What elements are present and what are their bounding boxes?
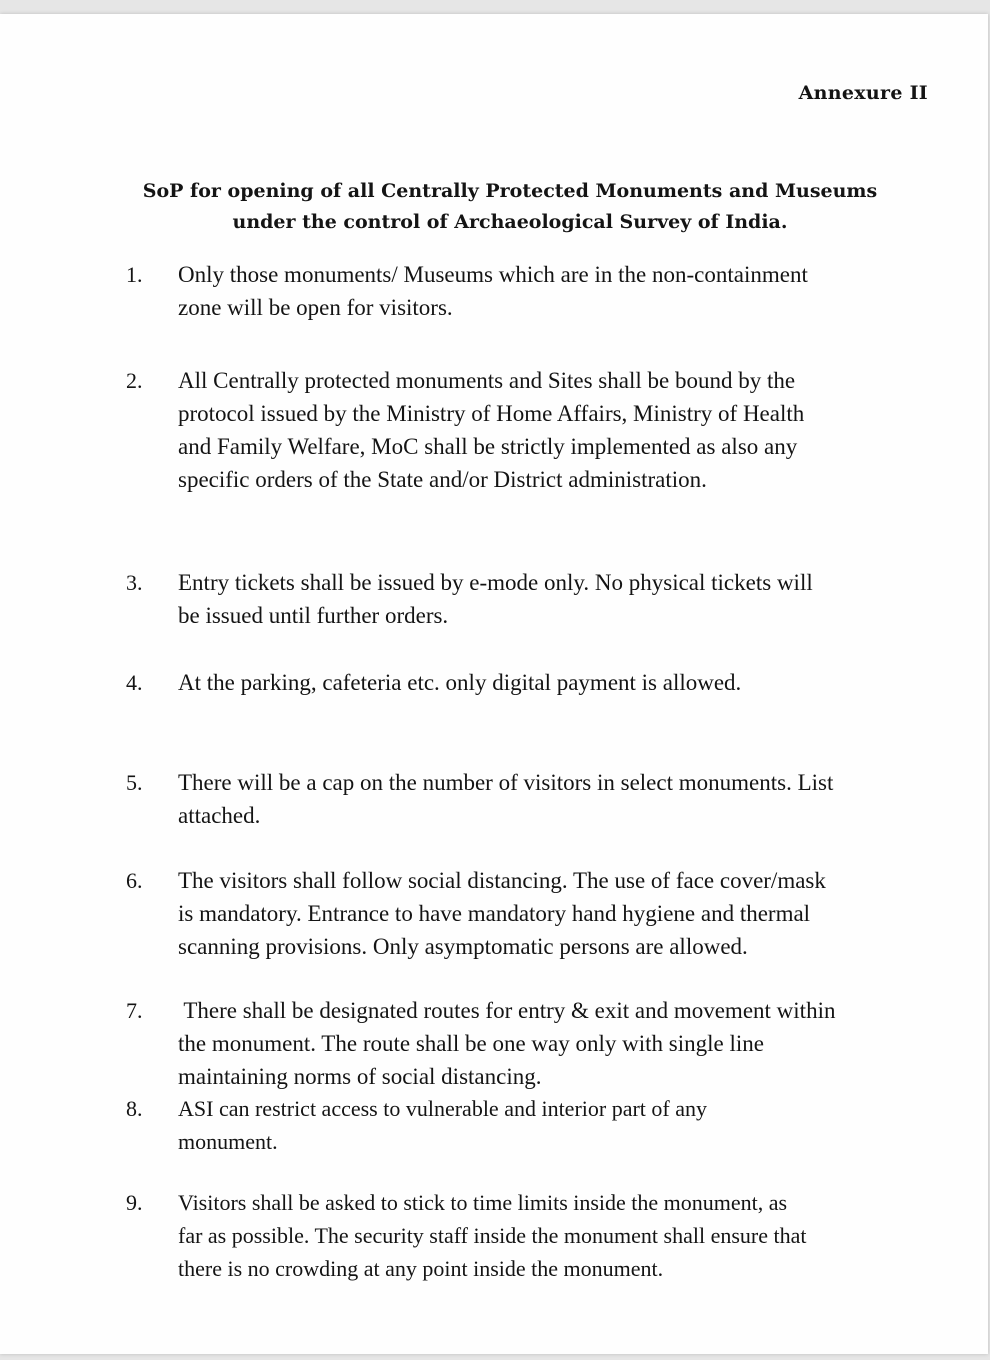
item-line: far as possible. The security staff inside the monument shall ensure that (178, 1223, 807, 1248)
item-line: There shall be designated routes for entry & exit and movement within (178, 998, 836, 1023)
item-text (178, 364, 918, 496)
item-number: 3. (126, 570, 143, 595)
item-line: At the parking, cafeteria etc. only digital payment is allowed. (178, 670, 742, 695)
item-text (178, 766, 918, 832)
item-text (178, 666, 918, 699)
item-text (178, 258, 918, 324)
item-line: specific orders of the State and/or District administration. (178, 467, 707, 492)
item-line: monument. (178, 1129, 278, 1154)
item-number: 4. (126, 670, 143, 695)
item-text (178, 994, 918, 1093)
item-line: and Family Welfare, MoC shall be strictly implemented as also any (178, 434, 798, 459)
item-line: be issued until further orders. (178, 603, 449, 628)
item-line: ASI can restrict access to vulnerable and interior part of any (178, 1096, 708, 1121)
item-text (178, 566, 918, 632)
item-line: is mandatory. Entrance to have mandatory hand hygiene and thermal (178, 901, 811, 926)
item-line: maintaining norms of social distancing. (178, 1064, 542, 1089)
item-number: 9. (126, 1190, 143, 1215)
item-line: Only those monuments/ Museums which are in the non-containment (178, 262, 808, 287)
item-number: 2. (126, 368, 143, 393)
item-line: All Centrally protected monuments and Sites shall be bound by the (178, 368, 796, 393)
item-line: There will be a cap on the number of visitors in select monuments. List (178, 770, 834, 795)
item-line: Entry tickets shall be issued by e-mode only. No physical tickets will (178, 570, 813, 595)
item-text (178, 864, 918, 963)
item-number: 7. (126, 998, 143, 1023)
item-line: the monument. The route shall be one way only with single line (178, 1031, 764, 1056)
item-line: attached. (178, 803, 261, 828)
item-text (178, 1186, 918, 1285)
item-line: scanning provisions. Only asymptomatic persons are allowed. (178, 934, 748, 959)
document-page (0, 14, 988, 1354)
item-line: The visitors shall follow social distancing. The use of face cover/mask (178, 868, 826, 893)
item-line: zone will be open for visitors. (178, 295, 453, 320)
item-line: protocol issued by the Ministry of Home Affairs, Ministry of Health (178, 401, 805, 426)
annexure-label: Annexure II (798, 82, 928, 104)
item-line: Visitors shall be asked to stick to time limits inside the monument, as (178, 1190, 788, 1215)
item-text (178, 1092, 918, 1158)
heading-line-1: SoP for opening of all Centrally Protected Monuments and Museums (142, 180, 878, 202)
item-number: 8. (126, 1096, 143, 1121)
item-number: 6. (126, 868, 143, 893)
heading-line-2: under the control of Archaeological Survey of India. (232, 211, 788, 233)
item-number: 1. (126, 262, 143, 287)
item-line: there is no crowding at any point inside the monument. (178, 1256, 664, 1281)
document-heading (100, 176, 920, 238)
item-number: 5. (126, 770, 143, 795)
